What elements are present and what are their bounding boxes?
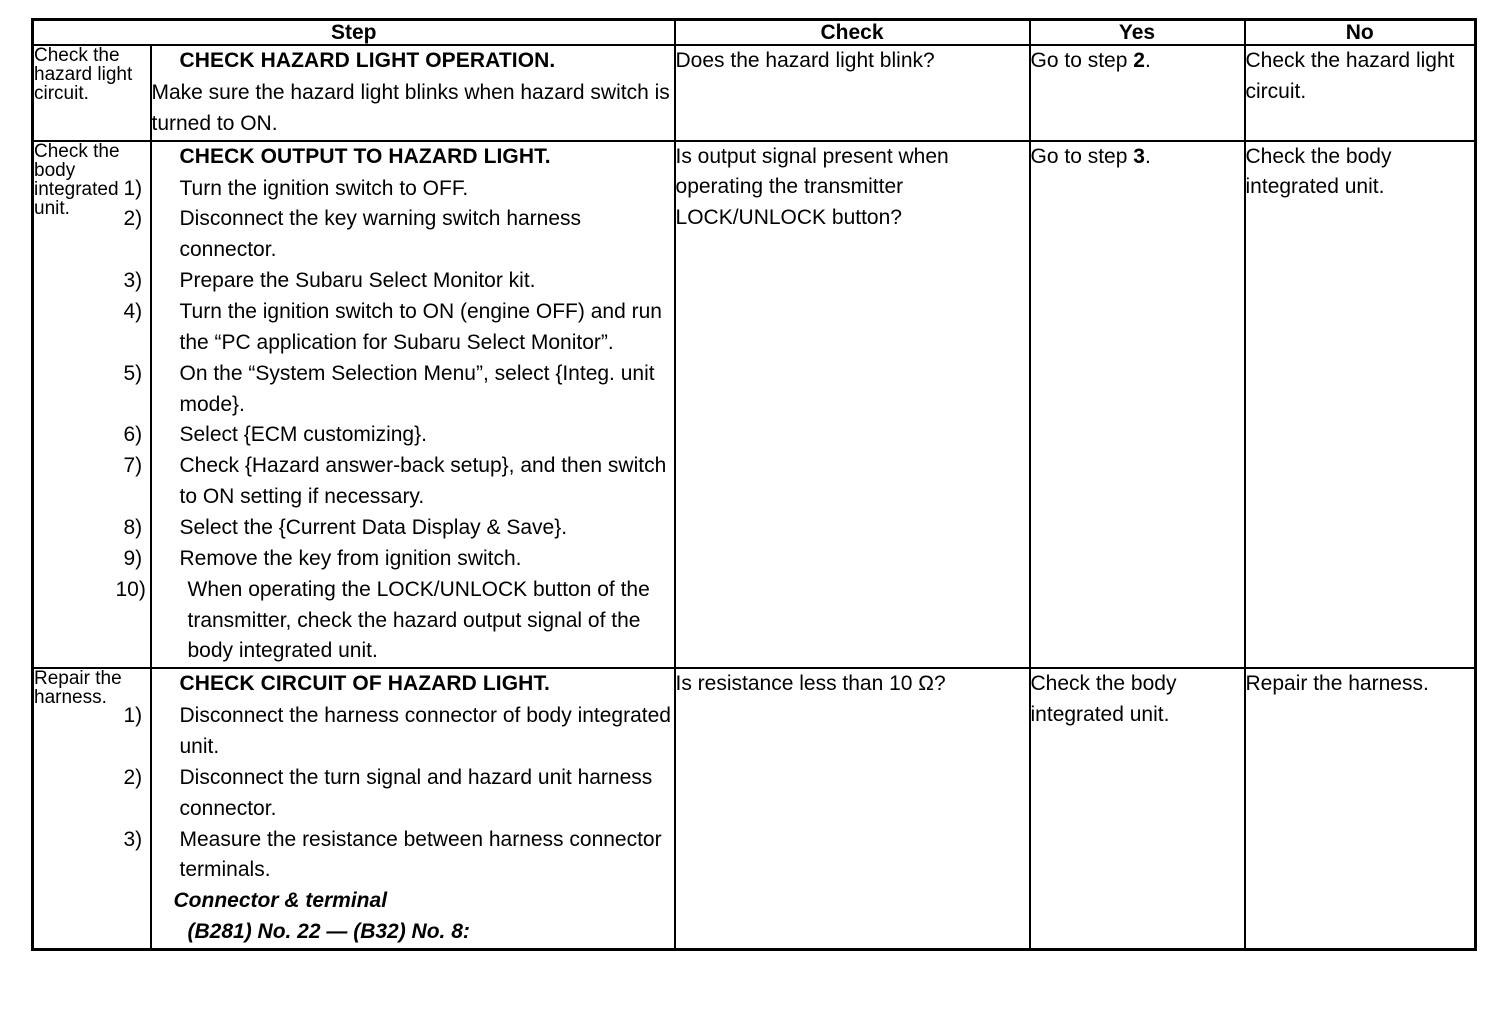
step-description bbox=[151, 45, 675, 141]
substep-text: Remove the key from ignition switch. bbox=[179, 546, 522, 570]
column-header-yes: Yes bbox=[1030, 20, 1245, 46]
yes-action bbox=[1030, 45, 1245, 141]
substep-label: 1) bbox=[123, 176, 143, 200]
substep-label: 7) bbox=[123, 454, 143, 478]
yes-action-step: 2 bbox=[1133, 49, 1145, 73]
step-number: Repair the harness. bbox=[33, 668, 151, 949]
step-substep bbox=[123, 544, 674, 575]
step-substep bbox=[123, 420, 674, 451]
step-number: Check the hazard light circuit. bbox=[33, 45, 151, 141]
substep-text: Prepare the Subaru Select Monitor kit. bbox=[179, 269, 536, 293]
table-row bbox=[33, 45, 1476, 141]
substep-label: 4) bbox=[123, 299, 143, 323]
step-substep bbox=[123, 204, 674, 266]
step-description bbox=[123, 668, 675, 949]
substep-label: 8) bbox=[123, 515, 143, 539]
substep-label: 3) bbox=[123, 269, 143, 293]
substep-text: When operating the LOCK/UNLOCK button of the transmitter, check the hazard output signal of the body integrated unit. bbox=[187, 577, 650, 663]
substep-label: 5) bbox=[123, 361, 143, 385]
no-action: Repair the harness. bbox=[1245, 668, 1476, 949]
connector-terminal-title: Connector & terminal bbox=[173, 889, 388, 913]
column-header-step: Step bbox=[33, 20, 675, 46]
yes-action-text: Go to step bbox=[1030, 49, 1134, 73]
step-substep bbox=[123, 701, 674, 763]
substep-text: Turn the ignition switch to OFF. bbox=[179, 176, 469, 200]
substep-label: 6) bbox=[123, 423, 143, 447]
substep-label: 10) bbox=[115, 577, 146, 601]
step-body-line: Make sure the hazard light blinks when hazard switch is turned to ON. bbox=[151, 80, 670, 135]
no-action: Check the body integrated unit. bbox=[1245, 141, 1476, 669]
table-row bbox=[33, 668, 1476, 949]
step-title: CHECK CIRCUIT OF HAZARD LIGHT. bbox=[179, 672, 550, 696]
yes-action-period: . bbox=[1144, 144, 1151, 168]
yes-action-period: . bbox=[1144, 49, 1151, 73]
diagnostic-table bbox=[31, 18, 1477, 951]
substep-text: Disconnect the turn signal and hazard unit harness connector. bbox=[179, 765, 653, 820]
yes-action bbox=[1030, 141, 1245, 669]
step-number: Check the body integrated unit. bbox=[33, 141, 151, 669]
substep-text: Select {ECM customizing}. bbox=[179, 423, 427, 447]
column-header-check: Check bbox=[675, 20, 1030, 46]
step-title: CHECK OUTPUT TO HAZARD LIGHT. bbox=[179, 144, 551, 168]
step-substep bbox=[123, 513, 674, 544]
step-substep bbox=[123, 825, 674, 887]
yes-action: Check the body integrated unit. bbox=[1030, 668, 1245, 949]
check-description: Does the hazard light blink? bbox=[675, 45, 1030, 141]
column-header-no: No bbox=[1245, 20, 1476, 46]
check-description: Is output signal present when operating the transmitter LOCK/UNLOCK button? bbox=[675, 141, 1030, 669]
check-description: Is resistance less than 10 Ω? bbox=[675, 668, 1030, 949]
step-substep bbox=[123, 266, 674, 297]
substep-text: On the “System Selection Menu”, select {Integ. unit mode}. bbox=[179, 361, 655, 416]
step-substep bbox=[115, 575, 674, 668]
yes-action-step: 3 bbox=[1133, 144, 1145, 168]
step-substep bbox=[123, 451, 674, 513]
connector-terminal-value: (B281) No. 22 — (B32) No. 8: bbox=[187, 920, 470, 944]
substep-label: 3) bbox=[123, 827, 143, 851]
step-substep bbox=[123, 763, 674, 825]
step-substep bbox=[123, 174, 674, 205]
substep-label: 1) bbox=[123, 704, 143, 728]
substep-text: Disconnect the key warning switch harness connector. bbox=[179, 207, 582, 262]
substep-text: Measure the resistance between harness connector terminals. bbox=[179, 827, 662, 882]
yes-action-text: Go to step bbox=[1030, 144, 1134, 168]
table-row bbox=[33, 141, 1476, 669]
step-substep bbox=[123, 297, 674, 359]
step-description bbox=[115, 141, 675, 669]
substep-label: 2) bbox=[123, 765, 143, 789]
table-header-row bbox=[33, 20, 1476, 46]
substep-text: Turn the ignition switch to ON (engine OFF) and run the “PC application for Subaru Select Monitor”. bbox=[179, 299, 662, 354]
no-action: Check the hazard light circuit. bbox=[1245, 45, 1476, 141]
step-substep bbox=[123, 359, 674, 421]
substep-text: Select the {Current Data Display & Save}. bbox=[179, 515, 568, 539]
substep-label: 2) bbox=[123, 207, 143, 231]
substep-text: Check {Hazard answer-back setup}, and then switch to ON setting if necessary. bbox=[179, 454, 667, 509]
step-title: CHECK HAZARD LIGHT OPERATION. bbox=[179, 49, 556, 73]
substep-text: Disconnect the harness connector of body integrated unit. bbox=[179, 704, 671, 758]
substep-label: 9) bbox=[123, 546, 143, 570]
